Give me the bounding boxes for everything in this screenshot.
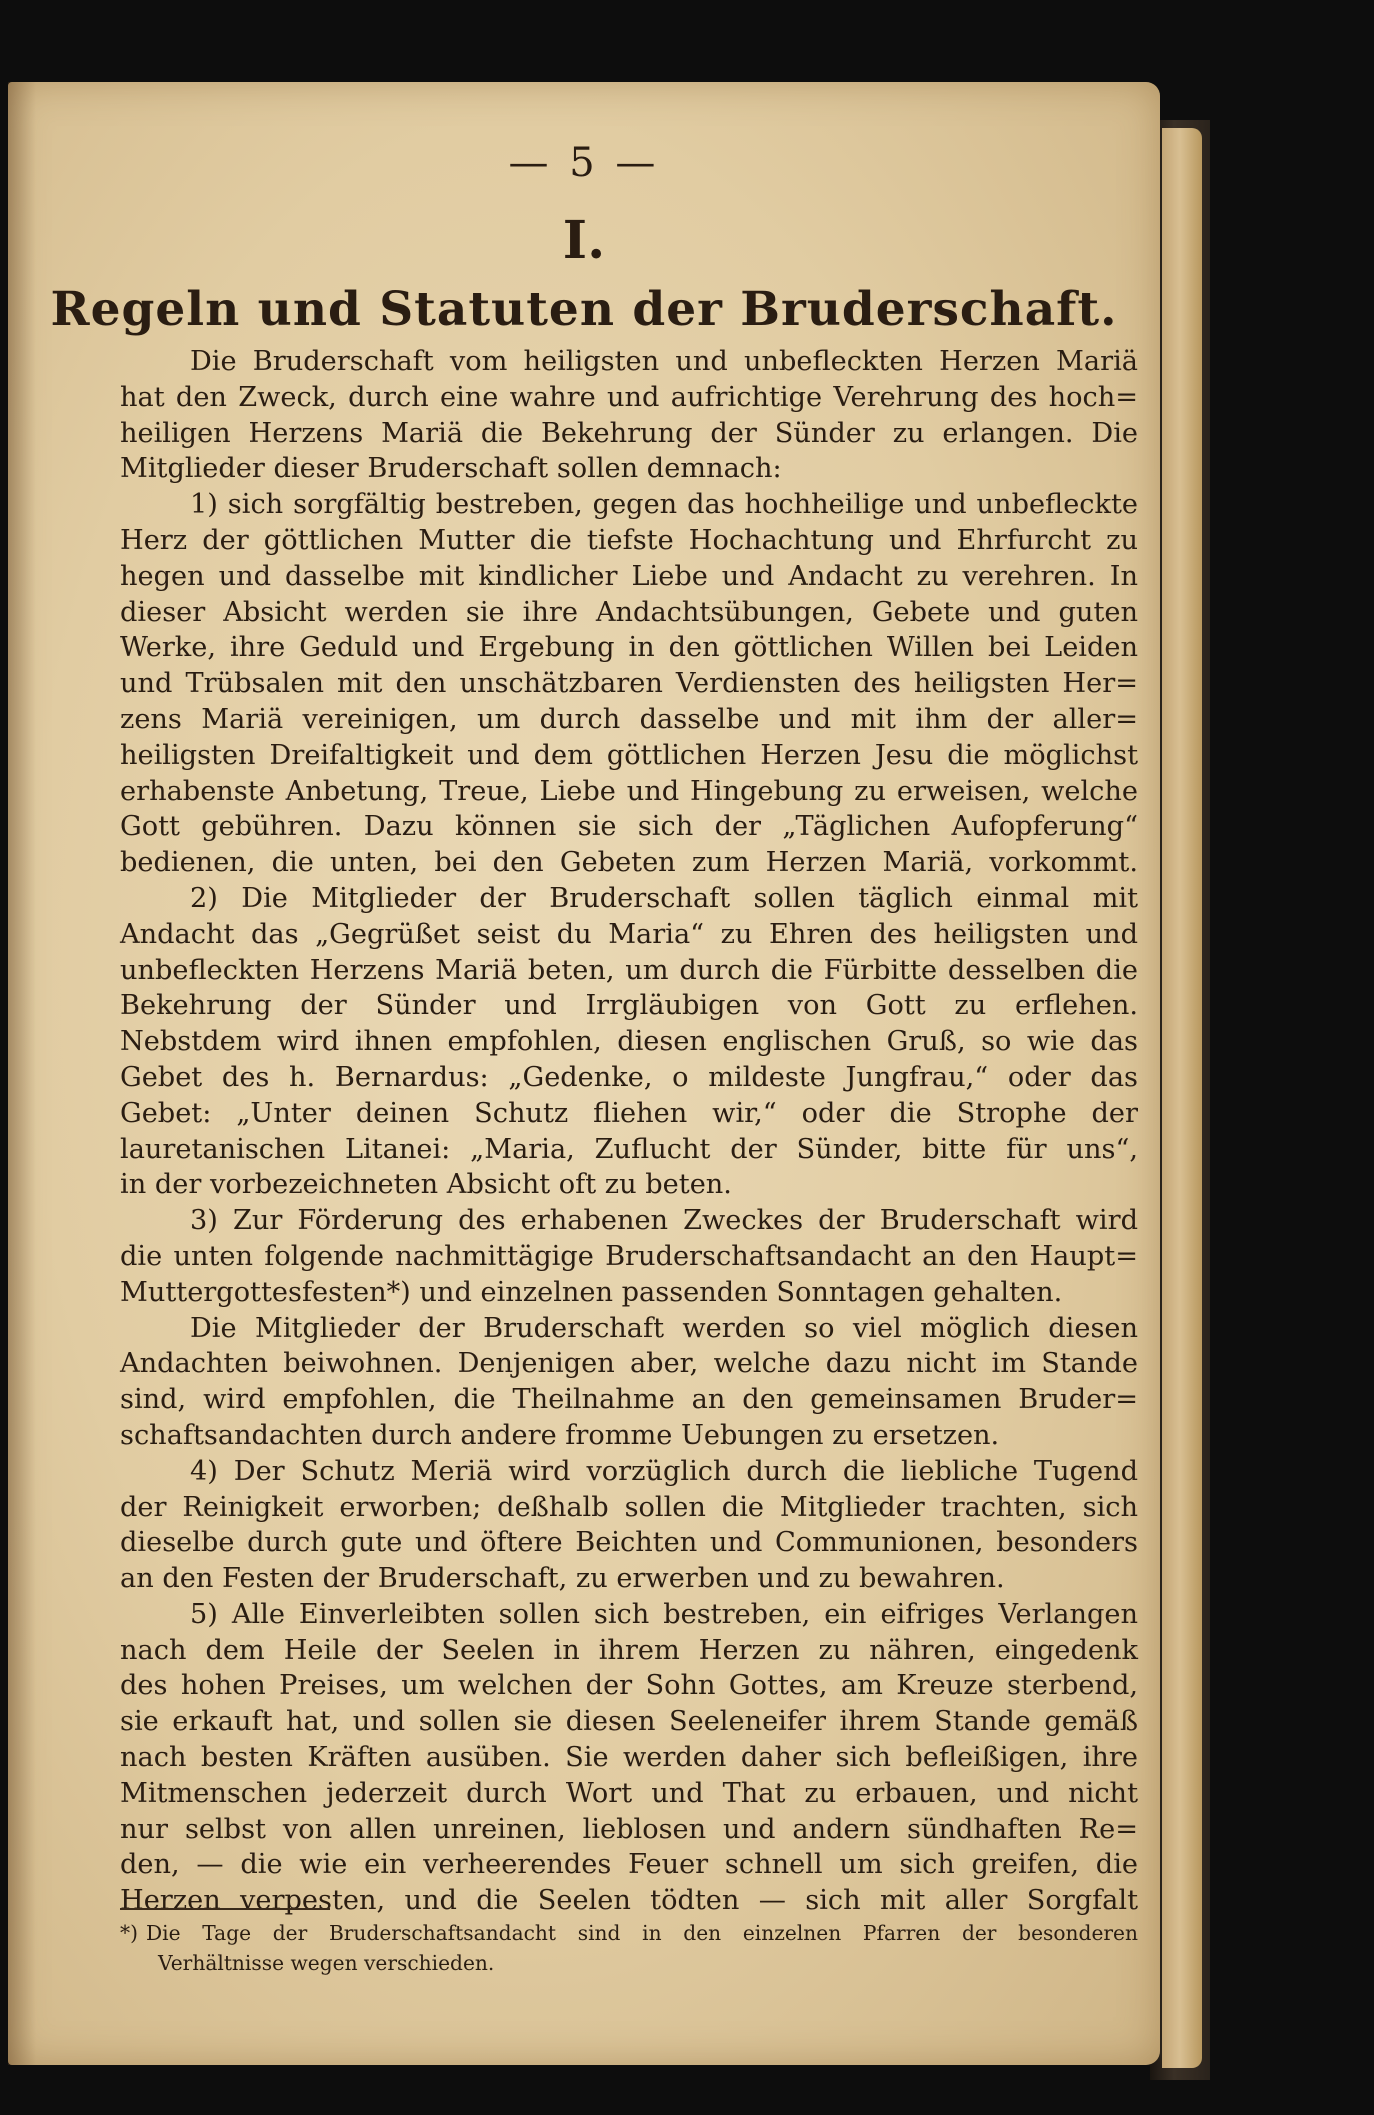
text-line: zens Mariä vereinigen, um durch dasselbe und mit ihm der aller= [120,703,1138,735]
text-line: 2) Die Mitglieder der Bruderschaft sollen täglich einmal mit [190,882,1138,914]
text-line: Bekehrung der Sünder und Irrgläubigen von Gott zu erflehen. [120,990,1138,1022]
text-line: Mitmenschen jederzeit durch Wort und That zu erbauen, und nicht [120,1777,1138,1809]
text-line: 5) Alle Einverleibten sollen sich bestreben, ein eifriges Verlangen [190,1598,1138,1630]
text-line: die unten folgende nachmittägige Bruderschaftsandacht an den Haupt= [120,1240,1138,1272]
text-line: 4) Der Schutz Meriä wird vorzüglich durch die liebliche Tugend [190,1455,1138,1487]
chapter-number: I. [562,210,606,271]
chapter-title: Regeln und Statuten der Bruderschaft. [50,282,1118,337]
text-line: 3) Zur Förderung des erhabenen Zweckes der Bruderschaft wird [190,1205,1138,1237]
text-line: an den Festen der Bruderschaft, zu erwerben und zu bewahren. [120,1563,1005,1595]
page-number: — 5 — [508,140,660,186]
text-line: dieser Absicht werden sie ihre Andachtsübungen, Gebete und guten [120,596,1138,628]
text-line: Werke, ihre Geduld und Ergebung in den göttlichen Willen bei Leiden [120,632,1138,664]
text-line: nur selbst von allen unreinen, lieblosen und andern sündhaften Re= [120,1813,1138,1845]
footnote [120,1918,1138,1978]
text-line: Andacht das „Gegrüßet seist du Maria“ zu Ehren des heiligsten und [120,918,1138,950]
text-line: Die Bruderschaft vom heiligsten und unbefleckten Herzen Mariä [190,346,1138,377]
text-line: heiligsten Dreifaltigkeit und dem göttlichen Herzen Jesu die möglichst [120,739,1138,771]
footnote-line [120,1918,1138,1948]
text-line: heiligen Herzens Mariä die Bekehrung der Sünder zu erlangen. Die [120,417,1138,449]
text-line: und Trübsalen mit den unschätzbaren Verdiensten des heiligsten Her= [120,668,1138,700]
book-page [8,82,1160,2065]
text-line: schaftsandachten durch andere fromme Uebungen zu ersetzen. [120,1419,1000,1451]
text-line: Andachten beiwohnen. Denjenigen aber, welche dazu nicht im Stande [120,1348,1138,1380]
text-line: unbefleckten Herzens Mariä beten, um durch die Fürbitte desselben die [120,954,1138,986]
text-line: nach besten Kräften ausüben. Sie werden daher sich befleißigen, ihre [120,1742,1138,1774]
body-text [120,344,1138,1919]
footnote-text: Die Tage der Bruderschaftsandacht sind in den einzelnen Pfarren der besonderen [145,1921,1138,1945]
text-line: sie erkauft hat, und sollen sie diesen Seeleneifer ihrem Stande gemäß [120,1706,1138,1738]
text-line: hat den Zweck, durch eine wahre und aufrichtige Verehrung des hoch= [120,381,1138,413]
footnote-line: Verhältnisse wegen verschieden. [158,1951,495,1975]
footnote-marker: *) [120,1921,138,1945]
text-line: lauretanischen Litanei: „Maria, Zuflucht der Sünder, bitte für uns“, [120,1133,1138,1165]
text-line: 1) sich sorgfältig bestreben, gegen das hochheilige und unbefleckte [190,489,1138,521]
text-line: erhabenste Anbetung, Treue, Liebe und Hingebung zu erweisen, welche [120,775,1138,807]
text-line: in der vorbezeichneten Absicht oft zu beten. [120,1169,732,1201]
next-page-edge [1162,128,1202,2068]
text-line: Muttergottesfesten*) und einzelnen passenden Sonntagen gehalten. [120,1276,1063,1308]
text-line: des hohen Preises, um welchen der Sohn Gottes, am Kreuze sterbend, [120,1670,1138,1702]
text-line: hegen und dasselbe mit kindlicher Liebe und Andacht zu verehren. In [120,560,1138,592]
text-line: Mitglieder dieser Bruderschaft sollen demnach: [120,453,782,485]
footnote-divider [120,1908,330,1910]
text-line: sind, wird empfohlen, die Theilnahme an den gemeinsamen Bruder= [120,1384,1138,1416]
text-line: Herzen verpesten, und die Seelen tödten — sich mit aller Sorgfalt [120,1885,1138,1917]
text-line: Herz der göttlichen Mutter die tiefste Hochachtung und Ehrfurcht zu [120,524,1138,556]
text-line: den, — die wie ein verheerendes Feuer schnell um sich greifen, die [120,1849,1138,1881]
text-line: Gebet des h. Bernardus: „Gedenke, o mildeste Jungfrau,“ oder das [120,1061,1138,1093]
text-line: Gebet: „Unter deinen Schutz fliehen wir,“ oder die Strophe der [120,1097,1138,1129]
text-line: Die Mitglieder der Bruderschaft werden so viel möglich diesen [190,1312,1138,1344]
text-line: Nebstdem wird ihnen empfohlen, diesen englischen Gruß, so wie das [120,1026,1138,1058]
text-line: bedienen, die unten, bei den Gebeten zum Herzen Mariä, vorkommt. [120,847,1138,879]
text-line: dieselbe durch gute und öftere Beichten und Communionen, besonders [120,1527,1138,1559]
text-line: Gott gebühren. Dazu können sie sich der „Täglichen Aufopferung“ [120,811,1138,843]
text-line: der Reinigkeit erworben; deßhalb sollen die Mitglieder trachten, sich [120,1491,1138,1523]
text-line: nach dem Heile der Seelen in ihrem Herzen zu nähren, eingedenk [120,1634,1138,1666]
page-binding-shade [8,82,36,2065]
